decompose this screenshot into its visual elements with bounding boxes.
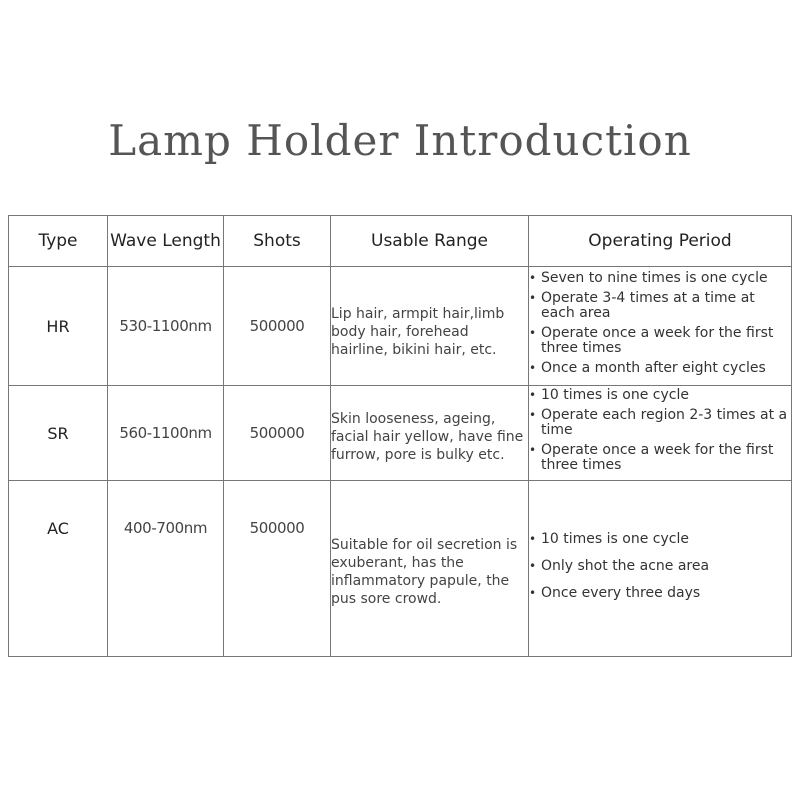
cell-wave-length: 400-700nm [108,481,224,657]
list-item: • Once a month after eight cycles [529,361,791,376]
operating-period-list [529,271,791,376]
cell-shots: 500000 [224,386,331,481]
cell-type: AC [9,481,108,657]
cell-operating-period [529,386,792,481]
list-item: • Operate once a week for the first three times [529,326,791,356]
cell-usable-range [331,267,529,386]
list-item: • Operate once a week for the first three times [529,443,791,473]
operating-period-list [529,388,791,473]
cell-usable-range [331,481,529,657]
list-item: • Seven to nine times is one cycle [529,271,791,286]
cell-type: HR [9,267,108,386]
table-row [9,267,792,386]
cell-wave-length: 560-1100nm [108,386,224,481]
table-header-row [9,216,792,267]
cell-operating-period [529,267,792,386]
table-row [9,481,792,657]
table-row [9,386,792,481]
page-title: Lamp Holder Introduction [108,116,692,166]
header-usable-range: Usable Range [331,216,529,267]
list-item: • Operate 3-4 times at a time at each area [529,291,791,321]
list-item: • Operate each region 2-3 times at a time [529,408,791,438]
list-item: • Only shot the acne area [529,559,791,574]
header-wave-length: Wave Length [108,216,224,267]
header-operating-period: Operating Period [529,216,792,267]
header-shots: Shots [224,216,331,267]
cell-shots: 500000 [224,481,331,657]
list-item: • 10 times is one cycle [529,532,791,547]
header-type: Type [9,216,108,267]
list-item: • 10 times is one cycle [529,388,791,403]
cell-type: SR [9,386,108,481]
cell-operating-period [529,481,792,657]
lamp-holder-table [8,215,792,657]
cell-shots: 500000 [224,267,331,386]
list-item: • Once every three days [529,586,791,601]
operating-period-list [529,532,791,601]
usable-range-text: Skin looseness, ageing, facial hair yellow, have fine furrow, pore is bulky etc. [331,411,524,463]
cell-wave-length: 530-1100nm [108,267,224,386]
cell-usable-range [331,386,529,481]
usable-range-text: Lip hair, armpit hair,limb body hair, forehead hairline, bikini hair, etc. [331,306,505,358]
usable-range-text: Suitable for oil secretion is exuberant, has the inflammatory papule, the pus sore crowd. [331,536,518,607]
